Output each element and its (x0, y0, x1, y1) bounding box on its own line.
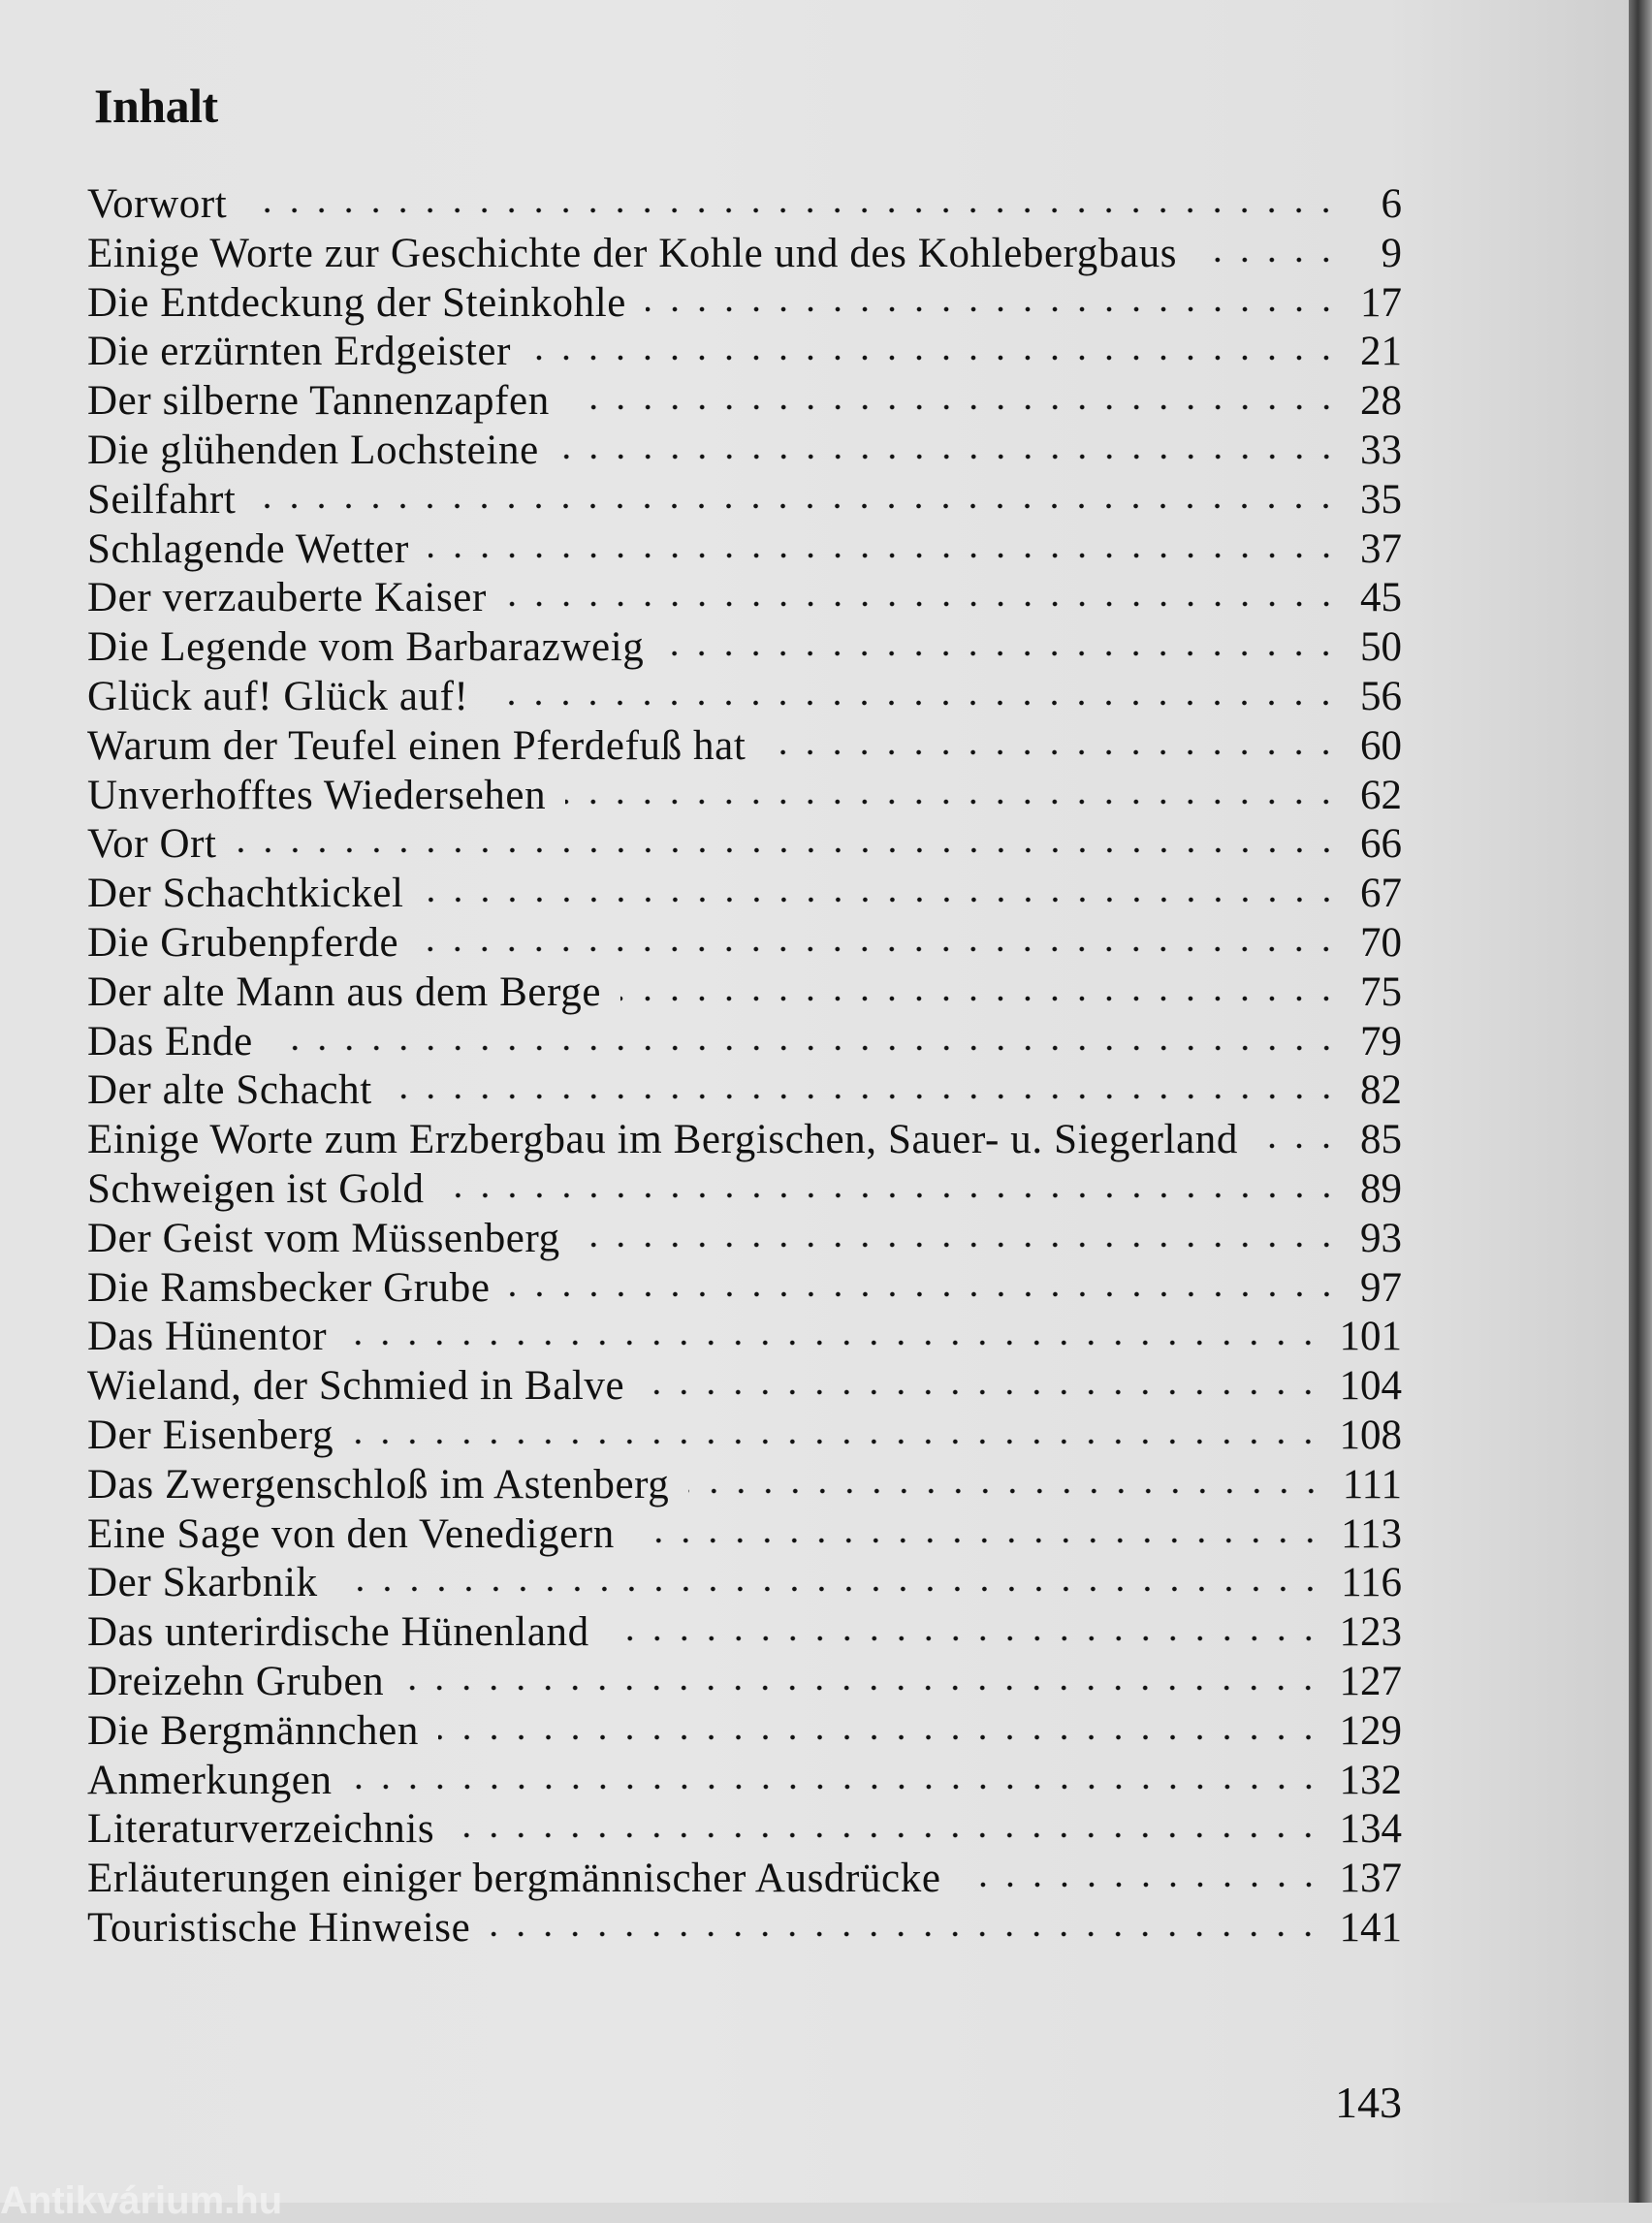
dot-leader (255, 499, 1340, 513)
toc-entry-page: 35 (1360, 476, 1402, 523)
dot-leader (765, 746, 1340, 759)
toc-entry-title: Der alte Schacht (87, 1067, 372, 1114)
toc-entry-title: Die Ramsbecker Grube (87, 1264, 491, 1311)
dot-leader (1257, 1139, 1340, 1153)
toc-entry-title: Der Geist vom Müssenberg (87, 1215, 560, 1261)
dot-leader (644, 1385, 1321, 1399)
toc-entry (87, 1904, 1402, 1953)
toc-entry (87, 1461, 1402, 1510)
toc-entry-title: Erläuterungen einiger bergmännischer Ausdrücke (87, 1856, 941, 1902)
toc-entry-page: 66 (1360, 821, 1402, 868)
toc-entry-page: 113 (1341, 1510, 1402, 1557)
toc-entry (87, 328, 1402, 377)
toc-entry (87, 673, 1402, 722)
toc-entry-page: 89 (1360, 1165, 1402, 1212)
dot-leader (403, 1681, 1321, 1695)
toc-entry (87, 1264, 1402, 1314)
dot-leader (506, 597, 1340, 611)
toc-entry-title: Einige Worte zur Geschichte der Kohle und des Kohlebergbaus (87, 230, 1178, 276)
toc-entry-title: Das Hünentor (87, 1314, 328, 1360)
toc-entry-title: Literaturverzeichnis (87, 1806, 435, 1853)
toc-entry-title: Der Eisenberg (87, 1412, 334, 1458)
toc-entry (87, 1608, 1402, 1658)
toc-entry-title: Unverhofftes Wiedersehen (87, 772, 547, 818)
toc-entry-title: Das unterirdische Hünenland (87, 1609, 589, 1656)
toc-entry-page: 75 (1360, 969, 1402, 1015)
toc-entry-title: Eine Sage von den Venedigern (87, 1510, 615, 1557)
dot-leader (530, 351, 1340, 365)
toc-entry-page: 67 (1360, 871, 1402, 917)
toc-entry-page: 137 (1339, 1856, 1402, 1902)
dot-leader (646, 302, 1340, 316)
dot-leader (438, 1731, 1322, 1744)
page-number: 143 (1335, 2078, 1402, 2127)
toc-entry-title: Die glühenden Lochsteine (87, 427, 539, 473)
toc-entry-page: 93 (1360, 1215, 1402, 1261)
toc-entry-title: Touristische Hinweise (87, 1904, 471, 1951)
dot-leader (337, 1582, 1323, 1596)
dot-leader (454, 1828, 1321, 1842)
toc-entry-page: 101 (1339, 1314, 1402, 1360)
toc-entry (87, 1412, 1402, 1461)
toc-entry (87, 427, 1402, 476)
page-edge (1629, 0, 1652, 2203)
dot-leader (353, 1435, 1321, 1448)
toc-entry (87, 1658, 1402, 1707)
toc-entry (87, 1165, 1402, 1215)
toc-entry (87, 279, 1402, 329)
toc-entry (87, 1855, 1402, 1904)
toc-entry-page: 111 (1342, 1461, 1402, 1508)
toc-entry-title: Die Legende vom Barbarazweig (87, 624, 645, 671)
toc-entry-page: 33 (1360, 427, 1402, 473)
toc-entry-page: 28 (1360, 378, 1402, 425)
toc-entry (87, 772, 1402, 821)
toc-entry-page: 116 (1341, 1560, 1402, 1606)
watermark: Antikvárium.hu (0, 2179, 283, 2222)
toc-entry-page: 97 (1360, 1264, 1402, 1311)
dot-leader (510, 1287, 1340, 1301)
toc-entry-title: Der Schachtkickel (87, 871, 404, 917)
toc-entry (87, 230, 1402, 279)
toc-entry-title: Einige Worte zum Erzbergbau im Bergischen, Sauer- u. Siegerland (87, 1117, 1238, 1163)
dot-leader (418, 942, 1340, 956)
toc-entry (87, 1805, 1402, 1855)
dot-leader (352, 1780, 1322, 1794)
toc-entry-page: 127 (1339, 1658, 1402, 1704)
toc-entry (87, 574, 1402, 623)
toc-entry (87, 1559, 1402, 1608)
toc-entry-page: 108 (1339, 1412, 1402, 1458)
toc-entry (87, 180, 1402, 230)
toc-entry (87, 870, 1402, 919)
dot-leader (429, 549, 1340, 562)
toc-entry-title: Die Grubenpferde (87, 919, 399, 966)
dot-leader (488, 696, 1340, 710)
toc-entry-title: Die erzürnten Erdgeister (87, 329, 512, 375)
toc-entry-title: Vorwort (87, 181, 228, 227)
toc-entry-page: 45 (1360, 575, 1402, 621)
toc-entry-title: Warum der Teufel einen Pferdefuß hat (87, 722, 747, 769)
toc-entry-title: Seilfahrt (87, 476, 237, 523)
dot-leader (609, 1632, 1322, 1645)
table-of-contents (87, 180, 1402, 1953)
toc-entry (87, 377, 1402, 427)
dot-leader (444, 1189, 1340, 1202)
toc-entry-page: 129 (1339, 1707, 1402, 1754)
toc-entry (87, 1018, 1402, 1067)
toc-entry-title: Der verzauberte Kaiser (87, 575, 487, 621)
dot-leader (663, 647, 1340, 660)
dot-leader (392, 1090, 1340, 1103)
dot-leader (580, 1238, 1340, 1252)
toc-entry (87, 525, 1402, 575)
toc-entry (87, 1066, 1402, 1116)
toc-entry-title: Das Ende (87, 1018, 253, 1064)
toc-entry-page: 21 (1360, 329, 1402, 375)
dot-leader (490, 1927, 1321, 1941)
toc-entry-page: 141 (1339, 1904, 1402, 1951)
toc-entry (87, 1116, 1402, 1165)
toc-entry-page: 56 (1360, 673, 1402, 719)
toc-entry-title: Schweigen ist Gold (87, 1165, 425, 1212)
toc-entry-page: 9 (1381, 230, 1402, 276)
toc-entry-page: 70 (1360, 919, 1402, 966)
dot-leader (634, 1534, 1323, 1547)
dot-leader (1196, 253, 1340, 267)
toc-entry-title: Dreizehn Gruben (87, 1658, 385, 1704)
toc-entry-title: Der silberne Tannenzapfen (87, 378, 550, 425)
toc-entry-page: 37 (1360, 525, 1402, 572)
toc-entry-page: 82 (1360, 1067, 1402, 1114)
toc-entry (87, 623, 1402, 673)
toc-entry (87, 1707, 1402, 1757)
toc-entry-page: 134 (1339, 1806, 1402, 1853)
dot-leader (246, 204, 1340, 217)
dot-leader (424, 893, 1340, 906)
toc-entry-title: Anmerkungen (87, 1757, 333, 1803)
toc-entry (87, 1313, 1402, 1362)
dot-leader (961, 1878, 1322, 1891)
dot-leader (688, 1484, 1324, 1498)
toc-entry-title: Wieland, der Schmied in Balve (87, 1363, 625, 1410)
toc-entry (87, 820, 1402, 870)
toc-entry-title: Vor Ort (87, 821, 217, 868)
toc-entry (87, 476, 1402, 525)
toc-entry-title: Der Skarbnik (87, 1560, 318, 1606)
toc-entry (87, 1215, 1402, 1264)
toc-entry (87, 1510, 1402, 1560)
dot-leader (620, 992, 1340, 1005)
toc-entry-page: 79 (1360, 1018, 1402, 1064)
toc-entry-page: 50 (1360, 624, 1402, 671)
toc-entry-title: Das Zwergenschloß im Astenberg (87, 1461, 670, 1508)
toc-entry (87, 1362, 1402, 1412)
toc-entry-page: 123 (1339, 1609, 1402, 1656)
toc-entry-title: Schlagende Wetter (87, 525, 409, 572)
dot-leader (237, 843, 1340, 857)
toc-entry-title: Glück auf! Glück auf! (87, 673, 469, 719)
toc-entry (87, 919, 1402, 969)
toc-entry-title: Die Entdeckung der Steinkohle (87, 279, 626, 326)
dot-leader (565, 795, 1340, 809)
toc-entry-page: 6 (1381, 181, 1402, 227)
toc-entry-page: 104 (1339, 1363, 1402, 1410)
toc-entry-page: 62 (1360, 772, 1402, 818)
dot-leader (569, 400, 1340, 414)
toc-entry-title: Der alte Mann aus dem Berge (87, 969, 602, 1015)
dot-leader (272, 1041, 1340, 1055)
toc-entry-page: 132 (1339, 1757, 1402, 1803)
toc-entry-page: 17 (1360, 279, 1402, 326)
toc-entry (87, 1757, 1402, 1806)
dot-leader (558, 450, 1340, 463)
dot-leader (346, 1336, 1321, 1350)
toc-entry (87, 969, 1402, 1018)
page-title: Inhalt (94, 79, 218, 133)
toc-entry-page: 60 (1360, 722, 1402, 769)
toc-entry-page: 85 (1360, 1117, 1402, 1163)
toc-entry-title: Die Bergmännchen (87, 1707, 419, 1754)
toc-entry (87, 722, 1402, 772)
